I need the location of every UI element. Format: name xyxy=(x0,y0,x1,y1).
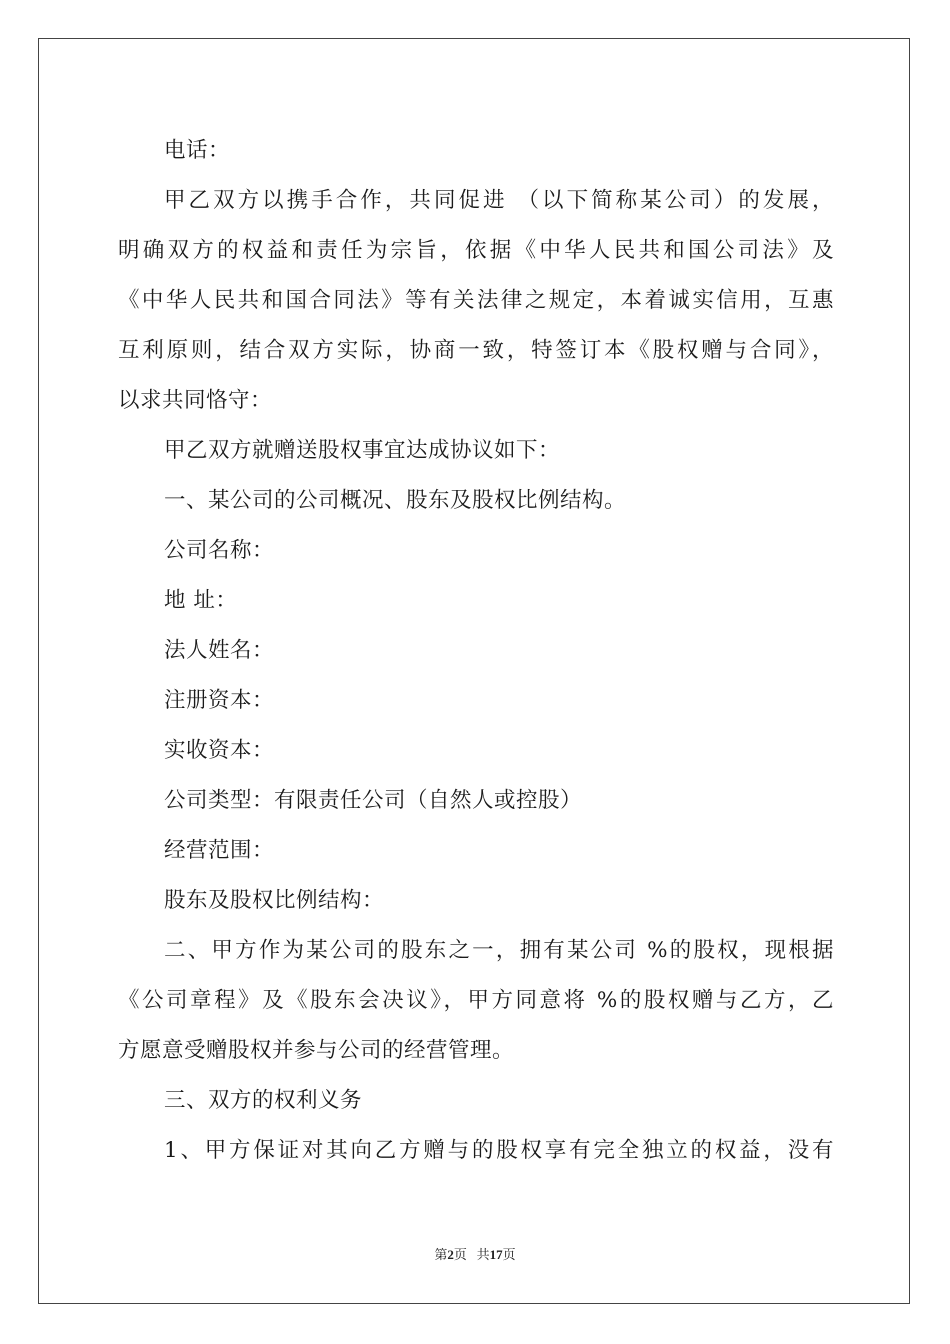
intro-line-5: 以求共同恪守： xyxy=(118,388,273,413)
page-footer xyxy=(0,1246,950,1264)
footer-total-prefix: 共 xyxy=(476,1247,490,1262)
business-scope-label: 经营范围： xyxy=(164,838,275,863)
section-two-line-1: 二、甲方作为某公司的股东之一，拥有某公司 %的股权，现根据 xyxy=(164,938,834,963)
agreement-intro: 甲乙双方就赠送股权事宜达成协议如下： xyxy=(164,438,561,463)
intro-line-1: 甲乙双方以携手合作，共同促进 （以下简称某公司）的发展， xyxy=(164,188,834,213)
intro-line-2: 明确双方的权益和责任为宗旨，依据《中华人民共和国公司法》及 xyxy=(118,238,834,263)
section-three-heading: 三、双方的权利义务 xyxy=(164,1088,363,1113)
clause-one-line-1: 1、甲方保证对其向乙方赠与的股权享有完全独立的权益，没有 xyxy=(164,1138,834,1163)
section-two-line-3: 方愿意受赠股权并参与公司的经营管理。 xyxy=(118,1038,515,1063)
footer-prefix: 第 xyxy=(434,1247,448,1262)
shareholder-structure-label: 股东及股权比例结构： xyxy=(164,888,385,913)
intro-line-3: 《中华人民共和国合同法》等有关法律之规定，本着诚实信用，互惠 xyxy=(118,288,834,313)
registered-capital-label: 注册资本： xyxy=(164,688,275,713)
footer-total-pages: 17 xyxy=(489,1247,503,1262)
footer-total-unit: 页 xyxy=(502,1247,516,1262)
company-type-line: 公司类型：有限责任公司（自然人或控股） xyxy=(164,788,583,813)
intro-line-4: 互利原则，结合双方实际，协商一致，特签订本《股权赠与合同》， xyxy=(118,338,834,363)
address-label: 地 址： xyxy=(164,588,238,613)
paid-in-capital-label: 实收资本： xyxy=(164,738,275,763)
footer-page-unit: 页 xyxy=(453,1247,467,1262)
footer-page-number: 2 xyxy=(447,1247,454,1262)
section-one-heading: 一、某公司的公司概况、股东及股权比例结构。 xyxy=(164,488,627,513)
phone-label: 电话： xyxy=(164,138,231,163)
company-name-label: 公司名称： xyxy=(164,538,275,563)
section-two-line-2: 《公司章程》及《股东会决议》，甲方同意将 %的股权赠与乙方，乙 xyxy=(118,988,834,1013)
legal-person-label: 法人姓名： xyxy=(164,638,275,663)
